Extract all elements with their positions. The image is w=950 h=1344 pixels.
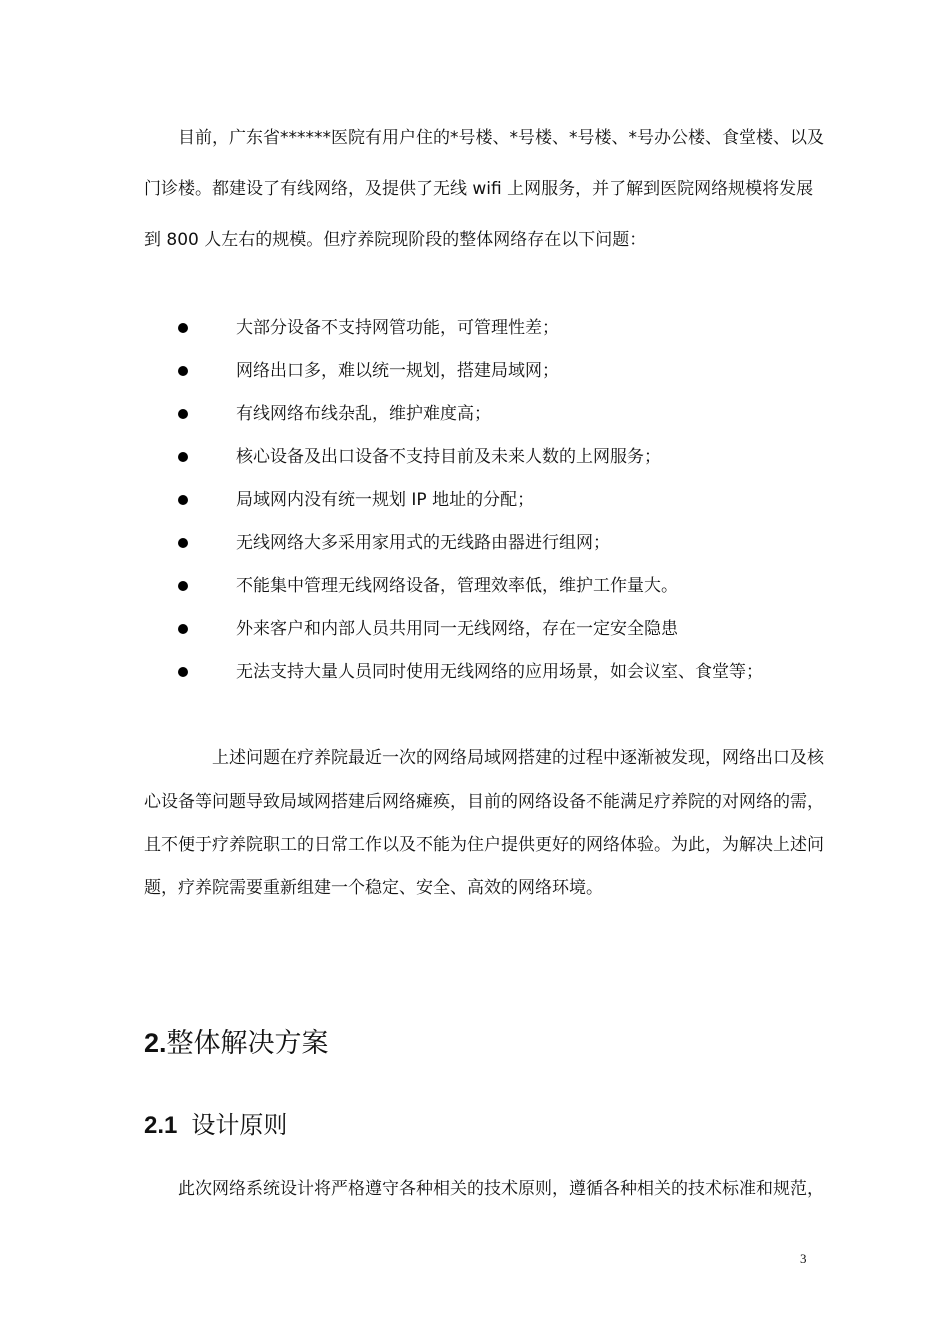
intro-line-1: 目前，广东省******医院有用户住的*号楼、*号楼、*号楼、*号办公楼、食堂楼、以及 [178, 128, 824, 148]
subsection-title: 设计原则 [191, 1111, 288, 1139]
bullet-icon [178, 323, 188, 333]
bullet-icon [178, 409, 188, 419]
section-title: 整体解决方案 [166, 1028, 329, 1059]
principle-intro-line: 此次网络系统设计将严格遵守各种相关的技术原则，遵循各种相关的技术标准和规范， [178, 1179, 824, 1199]
list-item: 大部分设备不支持网管功能，可管理性差； [236, 318, 559, 338]
list-item: 无法支持大量人员同时使用无线网络的应用场景，如会议室、食堂等； [236, 662, 763, 682]
subsection-heading [144, 1110, 287, 1141]
intro-line-2: 门诊楼。都建设了有线网络，及提供了无线 wifi 上网服务，并了解到医院网络规模将发展 [144, 179, 814, 199]
list-item: 不能集中管理无线网络设备，管理效率低，维护工作量大。 [236, 576, 678, 596]
section-heading [144, 1026, 329, 1061]
page-number: 3 [800, 1251, 807, 1266]
intro-line-3: 到 800 人左右的规模。但疗养院现阶段的整体网络存在以下问题： [144, 230, 647, 250]
bullet-icon [178, 452, 188, 462]
list-item: 网络出口多，难以统一规划，搭建局域网； [236, 361, 559, 381]
summary-line-1: 上述问题在疗养院最近一次的网络局域网搭建的过程中逐渐被发现，网络出口及核 [212, 748, 824, 768]
section-number: 2. [144, 1028, 167, 1058]
summary-line-2: 心设备等问题导致局域网搭建后网络瘫痪，目前的网络设备不能满足疗养院的对网络的需， [144, 792, 824, 812]
bullet-icon [178, 495, 188, 505]
bullet-icon [178, 538, 188, 548]
list-item: 外来客户和内部人员共用同一无线网络，存在一定安全隐患 [236, 619, 678, 639]
bullet-icon [178, 581, 188, 591]
list-item: 局域网内没有统一规划 IP 地址的分配； [236, 490, 535, 510]
summary-line-3: 且不便于疗养院职工的日常工作以及不能为住户提供更好的网络体验。为此，为解决上述问 [144, 835, 824, 855]
bullet-icon [178, 624, 188, 634]
summary-line-4: 题，疗养院需要重新组建一个稳定、安全、高效的网络环境。 [144, 878, 603, 898]
list-item: 核心设备及出口设备不支持目前及未来人数的上网服务； [236, 447, 661, 467]
bullet-icon [178, 667, 188, 677]
list-item: 有线网络布线杂乱，维护难度高； [236, 404, 491, 424]
bullet-icon [178, 366, 188, 376]
subsection-number: 2.1 [144, 1112, 178, 1139]
list-item: 无线网络大多采用家用式的无线路由器进行组网； [236, 533, 610, 553]
